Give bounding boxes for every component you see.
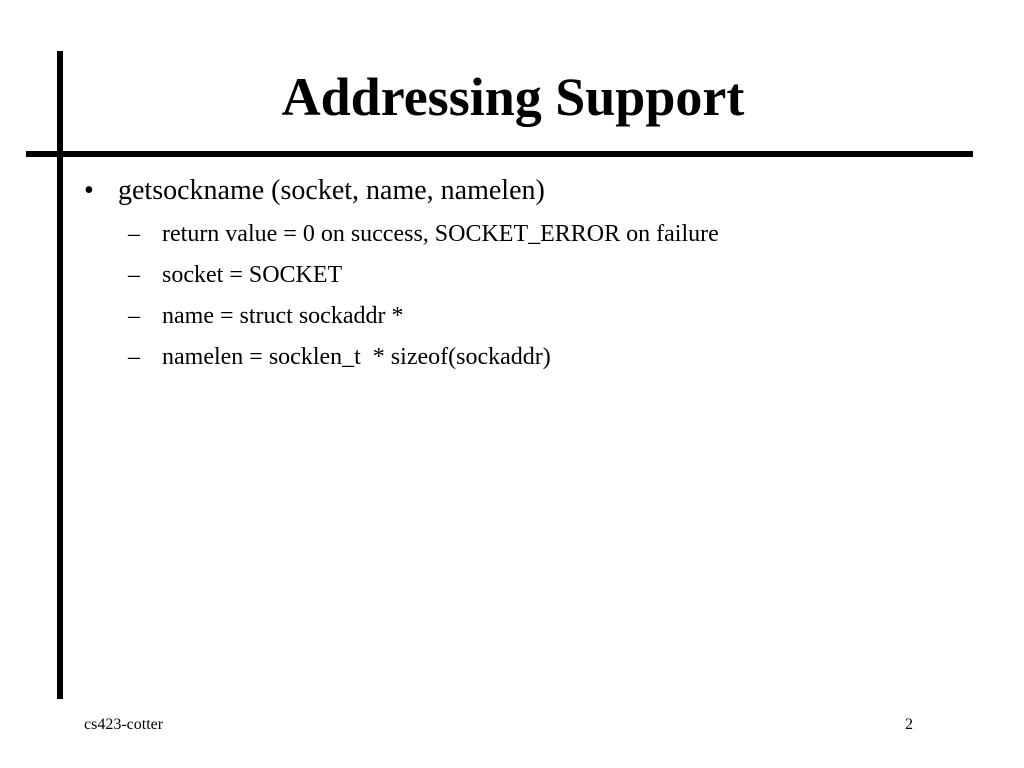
dash-marker: – xyxy=(128,221,140,247)
bullet-text: getsockname (socket, name, namelen) xyxy=(118,175,545,206)
sub-bullet-text: return value = 0 on success, SOCKET_ERROR on failure xyxy=(162,221,719,247)
bullet-item xyxy=(84,174,545,208)
sub-bullet-text: name = struct sockaddr * xyxy=(162,303,404,329)
sub-bullet-text: namelen = socklen_t * sizeof(sockaddr) xyxy=(162,344,551,370)
dash-marker: – xyxy=(128,344,140,370)
dash-marker: – xyxy=(128,262,140,288)
sub-bullet-item xyxy=(128,259,719,300)
dash-marker: – xyxy=(128,303,140,329)
footer-course-label: cs423-cotter xyxy=(84,716,164,733)
sub-bullet-list xyxy=(128,218,719,382)
bullet-marker: • xyxy=(84,175,94,206)
sub-bullet-text: socket = SOCKET xyxy=(162,262,343,288)
sub-bullet-item xyxy=(128,300,719,341)
sub-bullet-item xyxy=(128,218,719,259)
footer-page-number: 2 xyxy=(905,716,913,733)
sub-bullet-item xyxy=(128,341,719,382)
slide-title: Addressing Support xyxy=(281,67,745,127)
vertical-rule xyxy=(57,51,63,699)
horizontal-rule xyxy=(26,151,973,157)
